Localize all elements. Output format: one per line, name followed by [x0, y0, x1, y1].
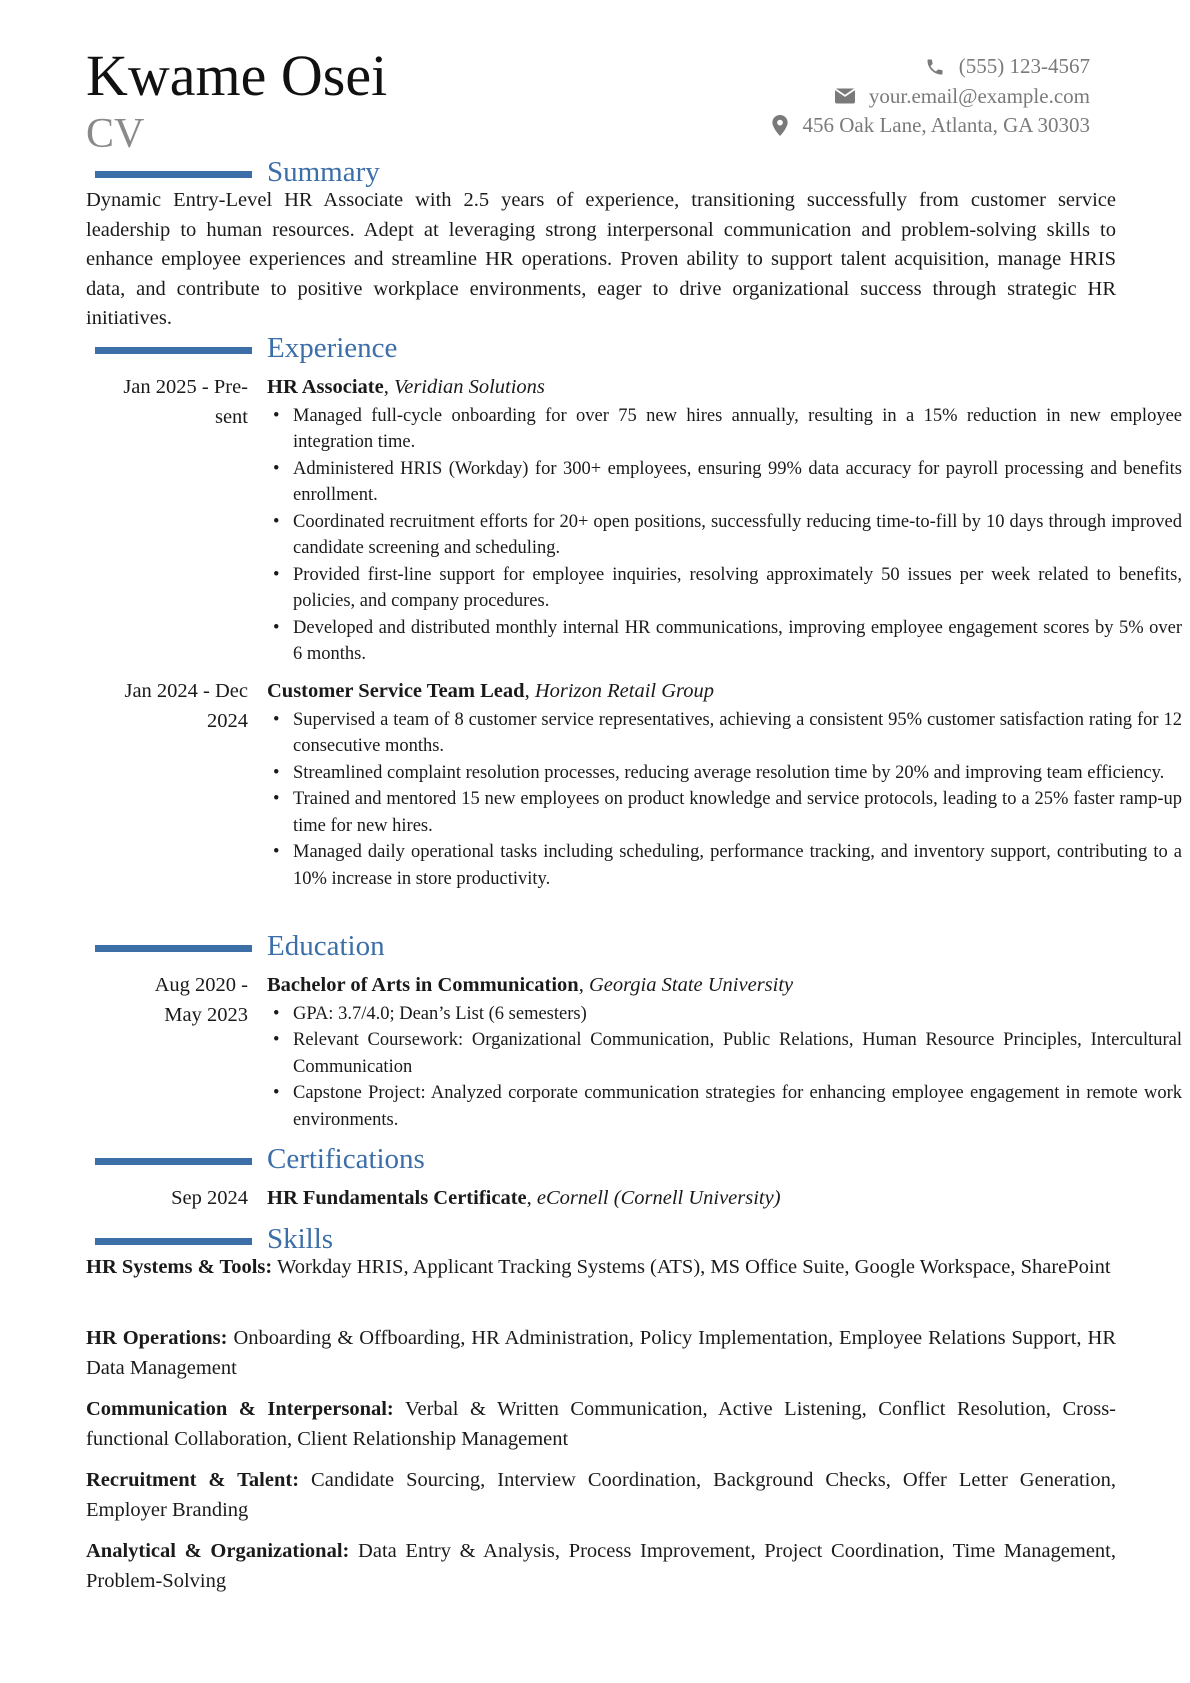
- section-title-education: Education: [267, 930, 385, 962]
- contact-address: [772, 111, 1090, 141]
- bullet-list: [267, 1001, 1182, 1134]
- skill-group: [86, 1253, 1116, 1283]
- skill-text: Workday HRIS, Applicant Tracking Systems (ATS), MS Office Suite, Google Workspace, SharePoint: [277, 1256, 1111, 1278]
- map-pin-icon: [772, 115, 788, 136]
- list-item: • Provided first-line support for employee inquiries, resolving approximately 50 issues per week related to benefits, policies, and company procedures.: [267, 562, 1182, 615]
- skill-text: Onboarding & Offboarding, HR Administration, Policy Implementation, Employee Relations Support, HR Data Management: [86, 1327, 1116, 1379]
- section-header-certifications: [95, 1141, 425, 1177]
- section-rule: [95, 1238, 252, 1245]
- skill-group: [86, 1324, 1116, 1383]
- list-item: • Streamlined complaint resolution processes, reducing average resolution time by 20% and improving team efficiency.: [267, 760, 1182, 787]
- employer: Horizon Retail Group: [534, 680, 714, 702]
- list-item: • Supervised a team of 8 customer service representatives, achieving a consistent 95% customer satisfaction rating for 12 consecutive months.: [267, 707, 1182, 760]
- section-rule: [95, 1158, 252, 1165]
- skill-group: [86, 1537, 1116, 1596]
- postal-address: 456 Oak Lane, Atlanta, GA 30303: [802, 113, 1090, 137]
- date-line: 2024: [207, 709, 248, 732]
- certificate-name: HR Fundamentals Certificate: [267, 1187, 527, 1209]
- skill-text: Candidate Sourcing, Interview Coordination, Background Checks, Offer Letter Generation, Employer Branding: [86, 1469, 1117, 1521]
- list-item: • Capstone Project: Analyzed corporate communication strategies for enhancing employee engagement in remote work environments.: [267, 1080, 1182, 1133]
- contact-block: [772, 52, 1090, 141]
- entry-date: [86, 677, 248, 736]
- section-header-skills: [95, 1221, 333, 1257]
- list-item: • Developed and distributed monthly internal HR communications, improving employee engagement scores by 5% over 6 months.: [267, 615, 1182, 668]
- document-type: CV: [86, 111, 145, 157]
- list-item: • Managed daily operational tasks including scheduling, performance tracking, and inventory support, contributing to a 10% increase in store productivity.: [267, 839, 1182, 892]
- date-line: sent: [214, 405, 248, 428]
- skill-text: Data Entry & Analysis, Process Improvement, Project Coordination, Time Management, Problem-Solving: [86, 1540, 1117, 1592]
- degree: Bachelor of Arts in Communication: [267, 974, 579, 996]
- list-item: • Administered HRIS (Workday) for 300+ employees, ensuring 99% data accuracy for payroll processing and benefits enrollment.: [267, 456, 1182, 509]
- list-item: • Coordinated recruitment efforts for 20+ open positions, successfully reducing time-to-fill by 10 days through improved candidate screening and scheduling.: [267, 509, 1182, 562]
- section-header-summary: [95, 154, 380, 190]
- skill-group: [86, 1466, 1116, 1525]
- list-item: • Trained and mentored 15 new employees on product knowledge and service protocols, leading to a 25% faster ramp-up time for new hires.: [267, 786, 1182, 839]
- bullet-list: [267, 403, 1182, 668]
- skill-label: Analytical & Organizational:: [86, 1540, 350, 1562]
- section-header-education: [95, 928, 385, 964]
- list-item: • Relevant Coursework: Organizational Communication, Public Relations, Human Resource Principles, Intercultural Communication: [267, 1027, 1182, 1080]
- section-title-certifications: Certifications: [267, 1143, 425, 1175]
- phone-number: (555) 123-4567: [958, 54, 1090, 78]
- section-title-summary: Summary: [267, 156, 380, 188]
- entry-content: [267, 373, 1182, 668]
- skill-label: HR Systems & Tools:: [86, 1256, 273, 1278]
- date-line: Jan 2024 - Dec: [124, 680, 248, 702]
- employer: Veridian Solutions: [393, 376, 545, 398]
- entry-content: [267, 677, 1182, 892]
- job-title: HR Associate: [267, 376, 384, 398]
- skill-label: Communication & Interpersonal:: [86, 1398, 394, 1420]
- section-title-experience: Experience: [267, 332, 398, 364]
- skill-label: HR Operations:: [86, 1327, 228, 1349]
- section-rule: [95, 347, 252, 354]
- skill-group: [86, 1395, 1116, 1454]
- entry-heading: Bachelor of Arts in Communication, Georgia State University: [267, 974, 794, 996]
- date-line: Aug 2020 -: [154, 974, 248, 996]
- date-line: May 2023: [164, 1003, 248, 1026]
- email-address[interactable]: your.email@example.com: [868, 83, 1090, 108]
- candidate-name: Kwame Osei: [86, 43, 388, 108]
- entry-content: [267, 971, 1182, 1133]
- entry-date: Sep 2024: [171, 1187, 248, 1209]
- entry-date: [86, 373, 248, 432]
- phone-icon: [925, 57, 945, 77]
- list-item: • Managed full-cycle onboarding for over 75 new hires annually, resulting in a 15% reduction in new employee integration time.: [267, 403, 1182, 456]
- section-rule: [95, 945, 252, 952]
- entry-content: [267, 1184, 1182, 1214]
- certificate-issuer: eCornell (Cornell University): [536, 1187, 781, 1209]
- bullet-list: [267, 707, 1182, 893]
- school: Georgia State University: [588, 974, 794, 996]
- section-title-skills: Skills: [267, 1223, 334, 1255]
- entry-date: [86, 971, 248, 1030]
- skill-label: Recruitment & Talent:: [86, 1469, 300, 1491]
- list-item: • GPA: 3.7/4.0; Dean’s List (6 semesters): [267, 1001, 1182, 1028]
- skill-text: Verbal & Written Communication, Active Listening, Conflict Resolution, Cross-functional Collaboration, Client Relationship Management: [86, 1398, 1116, 1450]
- envelope-icon: [835, 88, 855, 104]
- entry-heading: HR Fundamentals Certificate, eCornell (Cornell University): [267, 1187, 781, 1209]
- contact-phone: [772, 52, 1090, 82]
- contact-email: [772, 82, 1090, 112]
- section-header-experience: [95, 330, 397, 366]
- entry-heading: HR Associate, Veridian Solutions: [267, 376, 545, 398]
- entry-heading: Customer Service Team Lead, Horizon Retail Group: [267, 680, 714, 702]
- summary-text: Dynamic Entry-Level HR Associate with 2.5 years of experience, transitioning successfully from customer service leadership to human resources. Adept at leveraging strong interpersonal communication and problem-solving skills to enhance employee experiences and streamline HR operations. Proven ability to support talent acquisition, manage HRIS data, and contribute to positive workplace environments, eager to drive organizational success through strategic HR initiatives.: [86, 189, 1116, 329]
- job-title: Customer Service Team Lead: [267, 680, 525, 702]
- section-rule: [95, 171, 252, 178]
- date-line: Jan 2025 - Pre-: [123, 376, 248, 398]
